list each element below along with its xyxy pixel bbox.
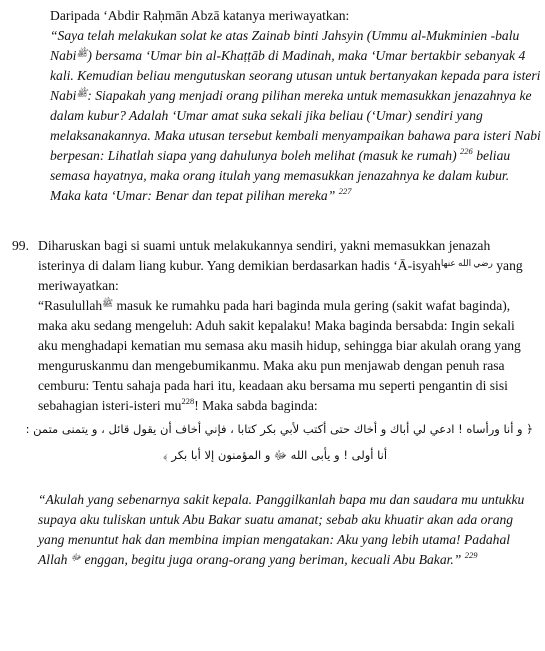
translation-line: yang menuntut hak dan membina impian mengatakan: Aku yang lebih utama! Padahal (38, 532, 511, 547)
quote-line: “Saya telah melakukan solat ke atas Zainab binti Jahsyin (Ummu al-Mukminien -balu (50, 28, 520, 43)
jalla-jalaluhu-glyph: ﷻ (70, 552, 82, 562)
quote-line: kali. Kemudian beliau mengutuskan seorang utusan untuk bertanyakan kepada para isteri (50, 68, 541, 83)
quote-line: Nabi$^ﷺ$) bersama ‘Umar bin al-Khaṭṭāb di Madinah, maka ‘Umar bertakbir sebanyak 4 (50, 48, 526, 63)
quote-line: semasa hayatnya, maka orang itulah yang memasukkan jenazahnya ke dalam kubur. (50, 168, 510, 183)
body-line: isterinya di dalam liang kubur. Yang demikian berdasarkan hadis ‘Ā-isyah$^{رضي الله عنها}$ yang (38, 258, 523, 273)
footnote-ref: 228 (181, 396, 195, 406)
body-line: Diharuskan bagi si suami untuk melakukannya sendiri, yakni memasukkan jenazah (38, 238, 491, 253)
quote-line: Nabi$^ﷺ$: Siapakah yang menjadi orang pilihan mereka untuk memasukkan jenazahnya ke (50, 88, 532, 103)
radhiyallahu-anha-glyph: رضي الله عنها (440, 258, 493, 268)
hadith-line: aku menghadapi kematian mu semasa aku masih hidup, sehingga biar akulah orang yang (38, 338, 521, 353)
footnote-ref: 226 (460, 146, 473, 156)
paragraph-number: 99. (12, 238, 29, 253)
quote-line: dalam kubur? Adalah ‘Umar amat suka sekali jika beliau (‘Umar) sendiri yang (50, 108, 483, 123)
salawat-glyph: ﷺ (102, 298, 114, 308)
translation-line: “Akulah yang sebenarnya sakit kepala. Panggilkanlah bapa mu dan saudara mu untukku (38, 492, 525, 507)
arabic-text-line: ﴿ و أنا ورأساه ! ادعي لي أباك و أخاك حتى أكتب لأبي بكر كتابا ، فإني أخاف أن يقول قائل ، و يتمنى متمن : (25, 422, 533, 436)
hadith-line: menguruskanmu dan mengebumikanmu. Maka aku pun menjawab dengan penuh rasa (38, 358, 505, 373)
translation-line: Allah $^ﷻ$ enggan, begitu juga orang-orang yang beriman, kecuali Abu Bakar.” $^{229}$ (38, 550, 478, 567)
arabic-text-line: أنا أولى ! و يأبى الله ﷻ و المؤمنون إلا أبا بكر ﴾ (162, 448, 388, 462)
hadith-line: cemburu: Tentu sahaja pada hari itu, keadaan aku bersama mu seperti pengantin di sisi (38, 378, 508, 393)
footnote-ref: 227 (338, 186, 352, 196)
hadith-line: maka aku sedang mengeluh: Aduh sakit kepalaku! Maka baginda bersabda: Ingin sekali (38, 318, 515, 333)
salawat-glyph: ﷺ (76, 48, 88, 58)
footnote-ref: 229 (464, 550, 478, 560)
salawat-glyph: ﷺ (76, 88, 88, 98)
quote-line: berpesan: Lihatlah siapa yang dahulunya boleh melihat (masuk ke rumah) $^{226}$ beliau (50, 146, 511, 163)
narration-intro: Daripada ‘Abdir Raḥmān Abzā katanya meriwayatkan: (50, 8, 350, 23)
hadith-line: “Rasulullah$^ﷺ$ masuk ke rumahku pada hari baginda mula gering (sakit wafat baginda), (38, 298, 511, 313)
translation-line: supaya aku tuliskan untuk Abu Bakar suatu amanat; sebab aku khuatir akan ada orang (38, 512, 514, 527)
hadith-line: sebahagian isteri-isteri $mu^{228}$! Maka sabda baginda: (38, 396, 318, 413)
body-line: meriwayatkan: (38, 278, 119, 293)
quote-line: Maka kata ‘Umar: Benar dan tepat pilihan mereka” $^{227}$ (50, 186, 352, 203)
quote-line: melaksanakannya. Maka utusan tersebut kembali menyampaikan bahawa para isteri Nabi (50, 128, 541, 143)
